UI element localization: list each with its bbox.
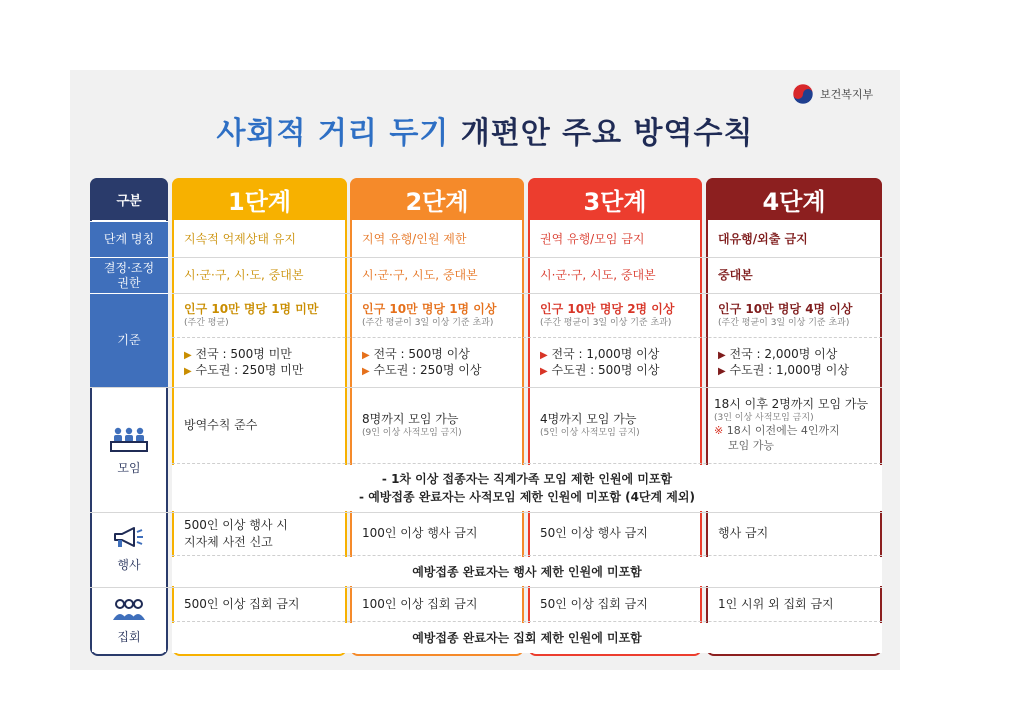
criteria-counts-level2: ▶ 전국 : 500명 이상 ▶ 수도권 : 250명 이상 (362, 346, 482, 377)
page-title (70, 108, 900, 152)
event-level4: 행사 금지 (718, 526, 769, 541)
level1-header: 1단계 (172, 178, 347, 220)
arrow-icon: ▶ (362, 349, 370, 361)
rally-label: 집회 (117, 629, 141, 644)
event-level1: 500인 이상 행사 시 지자체 사전 신고 (184, 518, 288, 549)
rally-level1: 500인 이상 집회 금지 (184, 596, 300, 611)
title-part2: 개편안 주요 방역수칙 (460, 116, 754, 151)
people-at-table-icon (109, 425, 149, 453)
rally-level3: 50인 이상 집회 금지 (540, 596, 648, 611)
criteria-counts-level1: ▶ 전국 : 500명 미만 ▶ 수도권 : 250명 미만 (184, 346, 304, 377)
level4-header: 4단계 (706, 178, 882, 220)
authority-level2: 시·군·구, 시도, 중대본 (362, 267, 478, 282)
event-level2: 100인 이상 행사 금지 (362, 526, 478, 541)
gathering-level4: 18시 이후 2명까지 모임 가능 (3인 이상 사적모임 금지) ※ 18시 이전에는 4인까지 모임 가능 (714, 396, 869, 453)
note-mark: ※ (714, 424, 724, 438)
stage-name-label: 단계 명칭 (90, 221, 168, 257)
authority-level4: 중대본 (718, 267, 753, 282)
gathering-common-note: - 1차 이상 접종자는 직계가족 모임 제한 인원에 미포함 - 예방접종 완료자는 사적모임 제한 인원에 미포함 (4단계 제외) (172, 465, 882, 511)
rally-level4: 1인 시위 외 집회 금지 (718, 596, 834, 611)
title-part1: 사회적 거리 두기 (216, 116, 450, 151)
criteria-counts-level3: ▶ 전국 : 1,000명 이상 ▶ 수도권 : 500명 이상 (540, 346, 660, 377)
criteria-main-level3: 인구 10만 명당 2명 이상 (주간 평균이 3일 이상 기준 초과) (540, 301, 675, 329)
authority-label-line2: 권한 (117, 275, 141, 290)
group-people-icon (109, 598, 149, 622)
gathering-level1: 방역수칙 준수 (184, 417, 258, 432)
rally-label-cell (92, 590, 166, 652)
stage-name-level4: 대유행/외출 금지 (718, 231, 808, 246)
arrow-icon: ▶ (718, 366, 726, 377)
authority-label-line1: 결정·조정 (103, 261, 155, 276)
arrow-icon: ▶ (718, 349, 726, 361)
stage-name-level1: 지속적 억제상태 유지 (184, 231, 296, 246)
gathering-level2: 8명까지 모임 가능 (9인 이상 사적모임 금지) (362, 411, 462, 439)
row-separator (172, 463, 882, 464)
arrow-icon: ▶ (540, 349, 548, 361)
arrow-icon: ▶ (540, 366, 548, 377)
rally-common-note: 예방접종 완료자는 집회 제한 인원에 미포함 (172, 623, 882, 653)
criteria-main-level2: 인구 10만 명당 1명 이상 (주간 평균이 3일 이상 기준 초과) (362, 301, 497, 329)
row-separator (172, 555, 882, 556)
ministry-name: 보건복지부 (820, 88, 874, 101)
megaphone-icon (112, 526, 146, 550)
stage-name-level3: 권역 유행/모임 금지 (540, 231, 645, 246)
event-label-cell (92, 514, 166, 584)
criteria-main-level1: 인구 10만 명당 1명 미만 (주간 평균) (184, 301, 319, 329)
category-header: 구분 (90, 178, 168, 220)
authority-level1: 시·군·구, 시·도, 중대본 (184, 267, 304, 282)
gathering-level3: 4명까지 모임 가능 (5인 이상 사적모임 금지) (540, 411, 640, 439)
row-separator (172, 621, 882, 622)
arrow-icon: ▶ (184, 366, 192, 377)
gathering-label-cell (92, 390, 166, 510)
criteria-label: 기준 (90, 293, 168, 387)
arrow-icon: ▶ (362, 366, 370, 377)
level3-header: 3단계 (528, 178, 702, 220)
level2-header: 2단계 (350, 178, 524, 220)
taegeuk-logo-icon (792, 83, 814, 105)
ministry-logo (792, 81, 882, 107)
authority-label (90, 257, 168, 293)
event-common-note: 예방접종 완료자는 행사 제한 인원에 미포함 (172, 557, 882, 586)
stage-name-level2: 지역 유행/인원 제한 (362, 231, 467, 246)
rally-level2: 100인 이상 집회 금지 (362, 596, 478, 611)
event-label: 행사 (117, 557, 141, 572)
authority-level3: 시·군·구, 시도, 중대본 (540, 267, 656, 282)
event-level3: 50인 이상 행사 금지 (540, 526, 648, 541)
criteria-counts-level4: ▶ 전국 : 2,000명 이상 ▶ 수도권 : 1,000명 이상 (718, 346, 849, 377)
arrow-icon: ▶ (184, 349, 192, 361)
criteria-main-level4: 인구 10만 명당 4명 이상 (주간 평균이 3일 이상 기준 초과) (718, 301, 853, 329)
gathering-label: 모임 (117, 460, 141, 475)
